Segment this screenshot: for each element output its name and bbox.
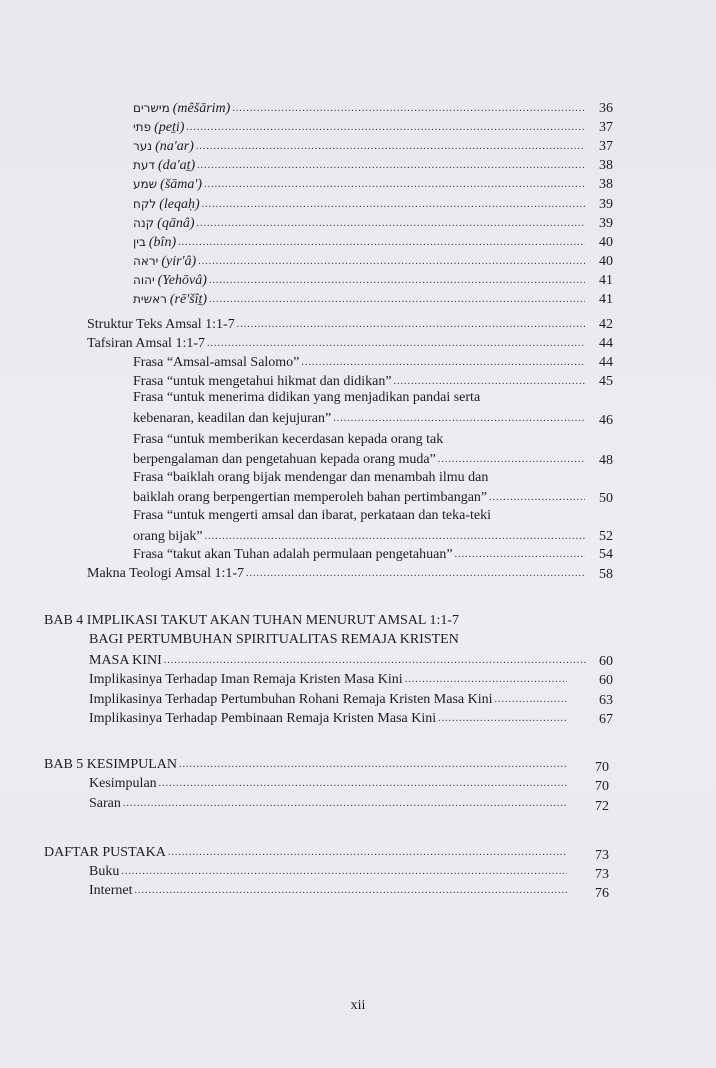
toc-page-number: 48 [599, 453, 613, 468]
toc-entry-hebrew-term[interactable] [133, 136, 587, 155]
toc-entry-frasa-6[interactable] [133, 526, 587, 545]
transliteration: (na'ar) [155, 139, 194, 155]
toc-page-number: 42 [599, 317, 613, 332]
toc-entry-frasa-4-line1: Frasa “untuk memberikan kecerdasan kepada orang tak [133, 432, 444, 447]
leader-dots [495, 691, 567, 708]
toc-label: Internet [89, 883, 133, 898]
toc-entry-hebrew-term[interactable] [133, 270, 587, 289]
toc-label: berpengalaman dan pengetahuan kepada orang muda” [133, 452, 436, 467]
leader-dots [198, 253, 585, 270]
toc-page-number: 46 [599, 413, 613, 428]
toc-page-number: 73 [595, 848, 609, 863]
toc-page-number: 70 [595, 779, 609, 794]
toc-label: Frasa “Amsal-amsal Salomo” [133, 355, 300, 370]
toc-entry-pustaka-item[interactable] [89, 861, 569, 880]
hebrew-word: מישרים [133, 101, 170, 115]
toc-page-number: 40 [599, 234, 613, 250]
toc-label: Saran [89, 796, 121, 811]
toc-entry-bab4[interactable] [89, 650, 589, 669]
toc-entry-pustaka[interactable] [44, 842, 569, 861]
leader-dots [123, 795, 567, 812]
leader-dots [186, 119, 585, 136]
toc-page-number: 73 [595, 867, 609, 882]
leader-dots [179, 756, 567, 773]
hebrew-word: בין [133, 234, 146, 249]
transliteration: (mêšārim) [172, 101, 231, 116]
toc-entry-frasa-5-line1: Frasa “baiklah orang bijak mendengar dan menambah ilmu dan [133, 470, 489, 485]
toc-entry-frasa-4[interactable] [133, 449, 587, 468]
bab4-title-line1: BAB 4 IMPLIKASI TAKUT AKAN TUHAN MENURUT AMSAL 1:1-7 [44, 613, 460, 628]
toc-page-number: 58 [599, 567, 613, 582]
leader-dots [455, 546, 585, 563]
toc-label [133, 196, 200, 213]
toc-page-number: 50 [599, 491, 613, 506]
toc-page-number: 38 [599, 158, 613, 174]
toc-entry-pustaka-item[interactable] [89, 880, 569, 899]
toc-label [133, 234, 176, 251]
toc-page-number: 38 [599, 177, 613, 193]
toc-entry-hebrew-term[interactable] [133, 232, 587, 251]
leader-dots [207, 335, 585, 352]
toc-label: Implikasinya Terhadap Pertumbuhan Rohani Remaja Kristen Masa Kini [89, 691, 493, 707]
toc-page-number: 37 [599, 139, 613, 155]
toc-entry-frasa-2[interactable] [133, 371, 587, 390]
leader-dots [202, 196, 585, 213]
toc-page-number: 41 [599, 272, 613, 288]
toc-label [133, 119, 184, 136]
toc-label: orang bijak” [133, 529, 203, 544]
toc-label [133, 215, 195, 232]
toc-entry-frasa-7[interactable] [133, 544, 587, 563]
toc-label: BAB 5 KESIMPULAN [44, 757, 178, 772]
toc-label: Implikasinya Terhadap Iman Remaja Kristen Masa Kini [89, 672, 403, 687]
toc-label [133, 157, 195, 174]
hebrew-word: ראשית [133, 292, 167, 306]
toc-label: Frasa “untuk mengetahui hikmat dan didikan” [133, 374, 392, 389]
toc-label [133, 176, 202, 193]
transliteration: (bîn) [148, 234, 177, 250]
toc-page-number: 70 [595, 760, 609, 775]
toc-label: kebenaran, keadilan dan kejujuran” [133, 411, 332, 426]
toc-entry-bab5[interactable] [44, 754, 569, 773]
hebrew-word: נער [133, 139, 153, 154]
toc-page-number: 39 [599, 196, 613, 212]
leader-dots [164, 652, 587, 669]
hebrew-word: יהוה [133, 272, 155, 287]
toc-entry-hebrew-term[interactable] [133, 289, 587, 308]
toc-label [133, 253, 196, 270]
hebrew-word: דעת [133, 158, 155, 173]
leader-dots [438, 710, 567, 727]
leader-dots [121, 863, 567, 880]
toc-label: Tafsiran Amsal 1:1-7 [87, 336, 205, 351]
hebrew-word: קנה [133, 215, 155, 230]
toc-label: Kesimpulan [89, 776, 157, 791]
toc-label: Frasa “takut akan Tuhan adalah permulaan pengetahuan” [133, 547, 453, 562]
transliteration: (Yehōvâ) [157, 272, 207, 288]
toc-page-number: 63 [599, 692, 613, 708]
transliteration: (leqaḥ) [159, 196, 200, 212]
leader-dots [209, 291, 585, 308]
toc-entry-bab5-item[interactable] [89, 773, 569, 792]
toc-label: baiklah orang berpengertian memperoleh bahan pertimbangan” [133, 490, 488, 505]
toc-entry-hebrew-term[interactable] [133, 213, 587, 232]
leader-dots [205, 528, 585, 545]
leader-dots [394, 373, 585, 390]
page-number-footer: xii [350, 998, 366, 1013]
toc-label: MASA KINI [89, 653, 162, 668]
transliteration: (rē'šîṯ) [169, 292, 208, 307]
hebrew-word: שמע [133, 177, 158, 192]
toc-entry-frasa-3-line1: Frasa “untuk menerima didikan yang menjadikan pandai serta [133, 390, 481, 405]
toc-entry-bab4-item[interactable] [89, 669, 569, 688]
toc-entry-hebrew-term[interactable] [133, 174, 587, 193]
bab4-title-line2: BAGI PERTUMBUHAN SPIRITUALITAS REMAJA KRISTEN [89, 632, 459, 647]
leader-dots [159, 775, 567, 792]
leader-dots [197, 215, 586, 232]
leader-dots [301, 354, 585, 371]
transliteration: (šāma') [160, 177, 203, 193]
hebrew-word: פתי [133, 120, 152, 135]
toc-page-number: 44 [599, 355, 613, 370]
leader-dots [178, 234, 585, 251]
transliteration: (qānâ) [157, 215, 195, 231]
toc-label [133, 291, 207, 308]
toc-entry-bab5-item[interactable] [89, 793, 569, 812]
hebrew-word: יראה [133, 253, 159, 268]
transliteration: (da'aṯ) [157, 158, 196, 174]
toc-label: Struktur Teks Amsal 1:1-7 [87, 317, 235, 332]
toc-entry-hebrew-term[interactable] [133, 194, 587, 213]
leader-dots [168, 844, 567, 861]
toc-label: DAFTAR PUSTAKA [44, 845, 166, 860]
leader-dots [237, 316, 585, 333]
toc-entry-frasa-3[interactable] [133, 408, 587, 427]
leader-dots [405, 671, 567, 688]
toc-page-number: 60 [599, 673, 613, 688]
toc-label [133, 272, 207, 289]
toc-page-number: 40 [599, 253, 613, 269]
leader-dots [232, 100, 585, 117]
toc-page-number: 39 [599, 215, 613, 231]
toc-page-number: 67 [599, 712, 613, 727]
toc-page-number: 36 [599, 101, 613, 116]
leader-dots [135, 882, 567, 899]
toc-entry-tafsiran[interactable] [87, 333, 587, 352]
toc-page-number: 72 [595, 799, 609, 814]
leader-dots [489, 489, 585, 506]
toc-entry-hebrew-term[interactable] [133, 251, 587, 270]
leader-dots [333, 410, 585, 427]
toc-entry-bab4-item[interactable] [89, 708, 569, 727]
leader-dots [197, 157, 585, 174]
toc-entry-frasa-5[interactable] [133, 487, 587, 506]
toc-page-number: 45 [599, 374, 613, 389]
toc-label: Implikasinya Terhadap Pembinaan Remaja Kristen Masa Kini [89, 711, 437, 726]
leader-dots [246, 565, 585, 582]
toc-page-number: 37 [599, 120, 613, 136]
toc-entry-frasa-6-line1: Frasa “untuk mengerti amsal dan ibarat, perkataan dan teka-teki [133, 508, 492, 523]
leader-dots [438, 451, 585, 468]
leader-dots [209, 272, 585, 289]
toc-page-number: 41 [599, 292, 613, 307]
transliteration: (yir'â) [161, 253, 197, 269]
toc-label [133, 100, 230, 117]
toc-entry-hebrew-term[interactable] [133, 155, 587, 174]
transliteration: (peṯi) [154, 120, 185, 136]
toc-label: Makna Teologi Amsal 1:1-7 [87, 566, 245, 581]
toc-page-number: 54 [599, 547, 613, 562]
toc-entry-struktur[interactable] [87, 314, 587, 333]
toc-page-number: 76 [595, 886, 609, 901]
leader-dots [204, 176, 585, 193]
toc-entry-hebrew-term[interactable] [133, 98, 587, 117]
toc-entry-bab4-item[interactable] [89, 689, 569, 708]
toc-entry-makna[interactable] [87, 563, 587, 582]
toc-page-number: 60 [599, 654, 613, 669]
toc-page-number: 44 [599, 336, 613, 351]
toc-entry-frasa-1[interactable] [133, 352, 587, 371]
toc-entry-hebrew-term[interactable] [133, 117, 587, 136]
leader-dots [196, 138, 585, 155]
toc-page-number: 52 [599, 529, 613, 544]
toc-label: Buku [89, 864, 120, 879]
toc-label [133, 138, 194, 155]
hebrew-word: לקח [133, 196, 157, 211]
